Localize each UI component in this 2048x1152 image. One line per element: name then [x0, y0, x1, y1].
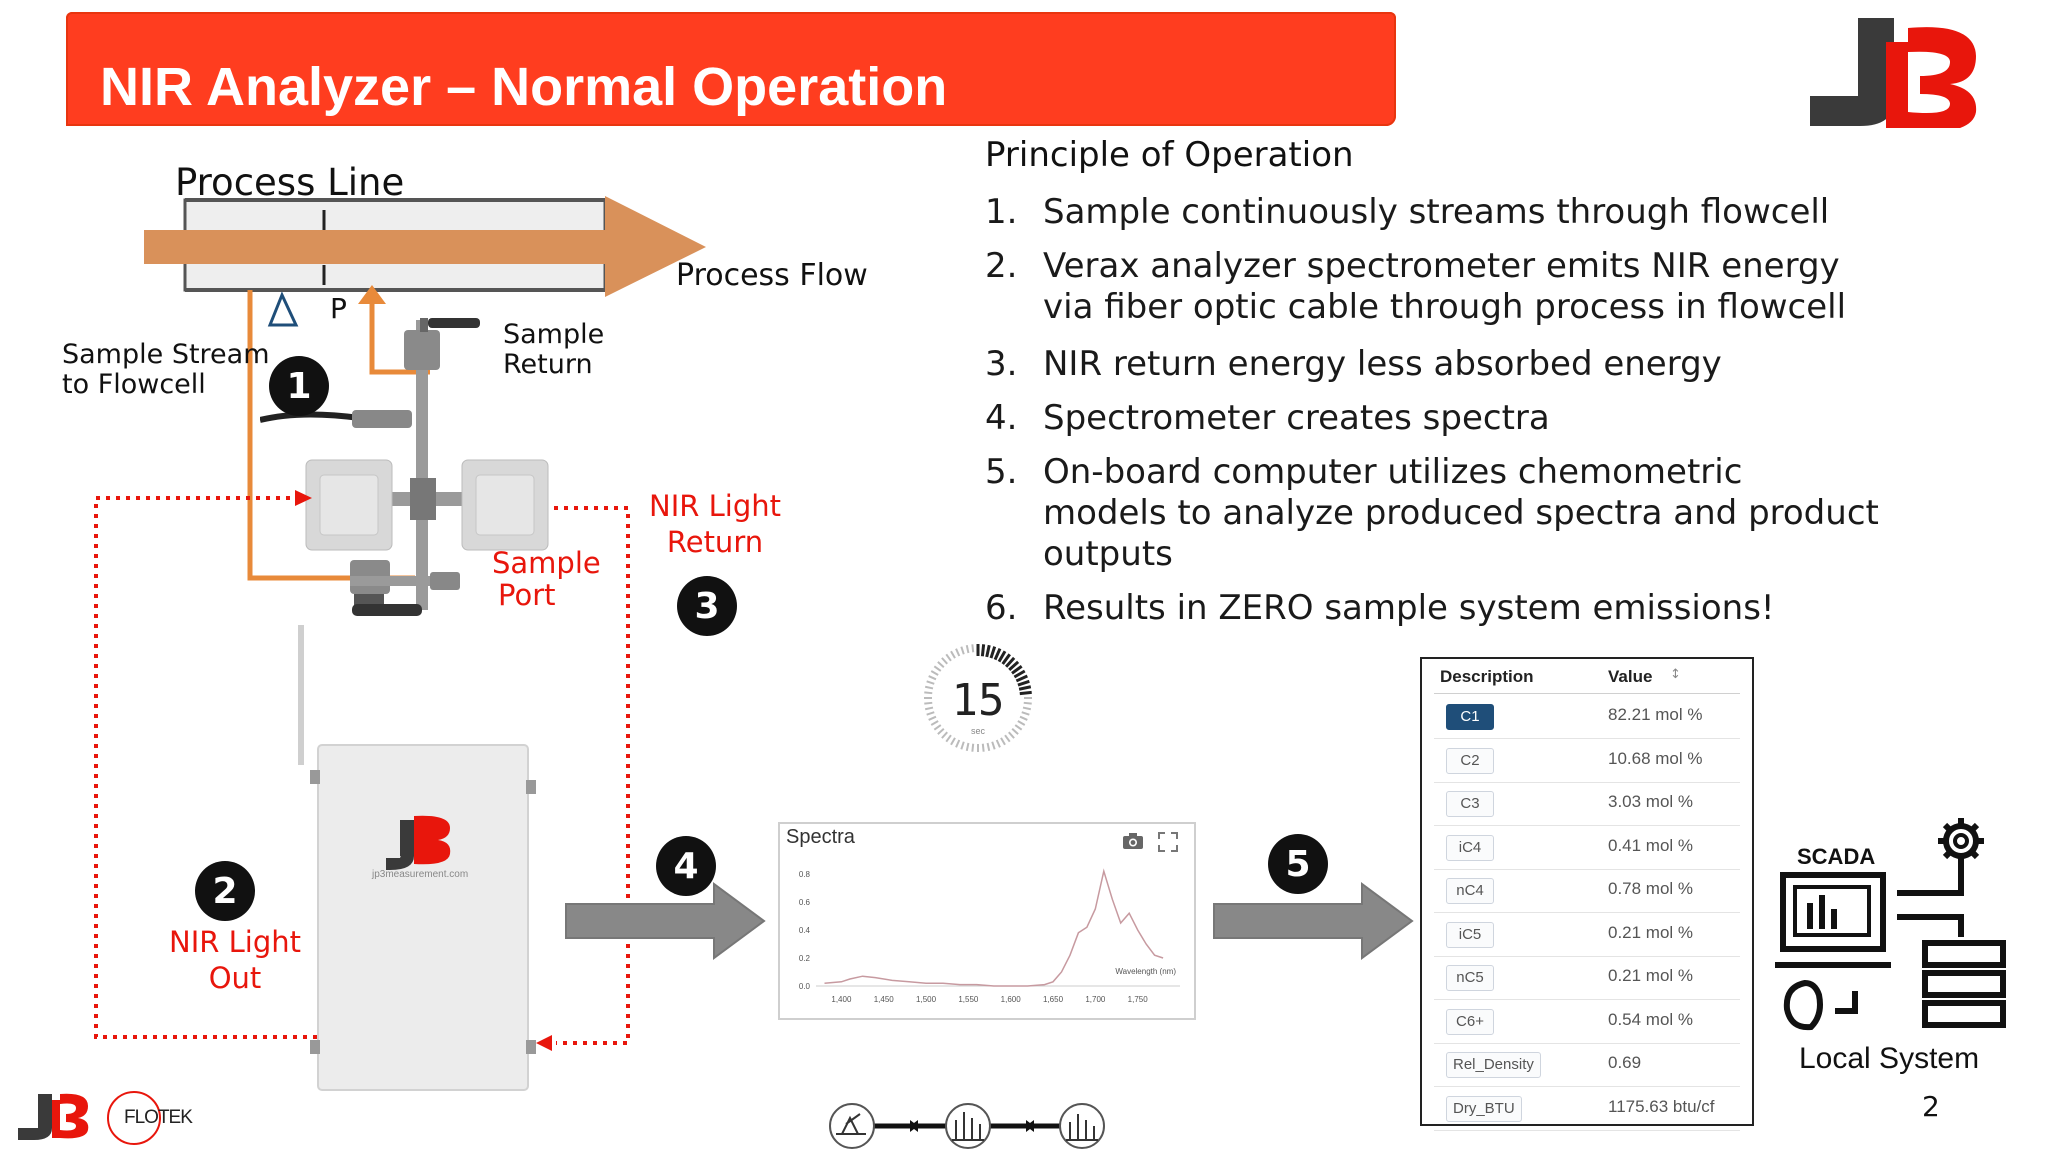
step-text	[1043, 588, 1775, 629]
table-row[interactable]	[1434, 913, 1740, 957]
component-value: 82.21 mol %	[1608, 705, 1703, 724]
nir-out-label-2: Out	[208, 961, 262, 995]
timer-tick	[925, 687, 933, 689]
timer-tick	[1020, 692, 1032, 693]
component-chip[interactable]: Dry_BTU	[1446, 1096, 1522, 1122]
step-line: outputs	[1043, 534, 1173, 574]
results-table	[1420, 657, 1754, 1126]
timer-tick	[1012, 729, 1018, 734]
x-tick-label: 1,750	[1127, 995, 1148, 1004]
badge-3: 3	[677, 576, 737, 636]
step-number: 5.	[985, 452, 1018, 492]
component-value: 0.21 mol %	[1608, 966, 1694, 985]
timer-tick	[1009, 732, 1014, 738]
x-tick-label: 1,450	[873, 995, 894, 1004]
component-chip[interactable]: nC4	[1446, 878, 1494, 904]
timer-tick	[1001, 738, 1005, 745]
timer-tick	[992, 742, 994, 750]
scada-system-icon	[1775, 815, 2015, 1045]
gear-icon	[1938, 818, 1984, 864]
badge-1: 1	[269, 356, 329, 416]
timer-tick	[1015, 725, 1021, 730]
arrow-to-spectra	[564, 880, 768, 962]
x-axis-label: Wavelength (nm)	[1115, 967, 1176, 976]
timer-tick	[931, 721, 938, 725]
step-line: Results in ZERO sample system emissions!	[1043, 588, 1775, 628]
component-value: 0.78 mol %	[1608, 879, 1694, 898]
table-row[interactable]	[1434, 739, 1740, 783]
x-tick-label: 1,400	[831, 995, 852, 1004]
timer-tick	[956, 649, 959, 656]
component-value: 0.21 mol %	[1608, 922, 1694, 942]
y-tick-label: 0.8	[798, 870, 810, 879]
sample-return-label-1: Sample	[503, 319, 605, 350]
monitor-icon	[1775, 875, 1891, 965]
timer-tick	[942, 732, 947, 738]
component-chip[interactable]: iC4	[1446, 835, 1494, 861]
page-title: NIR Analyzer – Normal Operation	[100, 57, 948, 117]
camera-icon[interactable]	[1122, 832, 1144, 850]
timer-tick	[983, 744, 984, 752]
timer-tick	[929, 676, 936, 679]
component-chip[interactable]: C3	[1446, 791, 1494, 817]
x-tick-label: 1,650	[1043, 995, 1064, 1004]
badge-5: 5	[1268, 834, 1328, 894]
timer-tick	[961, 742, 963, 750]
timer-tick	[991, 647, 995, 658]
timer-tick	[967, 645, 969, 653]
timer-tick	[1018, 721, 1025, 725]
table-header-value: Value	[1608, 667, 1653, 686]
timer-tick	[1016, 676, 1027, 681]
x-tick-label: 1,600	[1000, 995, 1021, 1004]
spectrum-line	[825, 871, 1164, 986]
step-number: 1.	[985, 192, 1018, 232]
timer-value: 15	[951, 675, 1005, 726]
sample-port-label-1: Sample	[492, 546, 601, 580]
server-stack-icon	[1925, 943, 2003, 1025]
principle-title: Principle of Operation	[985, 135, 1354, 175]
timer-tick	[929, 717, 936, 720]
timer-tick	[934, 666, 940, 671]
step-line: On-board computer utilizes chemometric	[1043, 452, 1743, 492]
sample-stream-label-1: Sample Stream	[62, 339, 270, 370]
timer-tick	[1005, 735, 1010, 741]
scada-label: SCADA	[1797, 844, 1876, 869]
nir-out-label-1: NIR Light	[169, 925, 301, 959]
timer-tick	[946, 654, 951, 660]
timer-tick	[942, 658, 947, 664]
principle-step	[985, 344, 1722, 385]
step-line: NIR return energy less absorbed energy	[1043, 344, 1722, 384]
table-row[interactable]	[1434, 1087, 1740, 1131]
analyzer-enclosure	[290, 620, 560, 1095]
sample-return-label-2: Return	[503, 349, 593, 380]
timer-tick	[961, 647, 963, 655]
j3-logo	[1800, 12, 1986, 128]
component-value: 1175.63 btu/cf	[1608, 1096, 1715, 1116]
timer-tick	[972, 744, 973, 752]
timer-tick	[924, 703, 932, 704]
principle-step	[985, 246, 1846, 328]
flotek-logo-text: FLOTEK	[124, 1107, 192, 1128]
timer-tick	[946, 735, 951, 741]
table-header-description: Description	[1440, 667, 1534, 686]
table-row[interactable]	[1434, 695, 1740, 739]
timer-tick	[982, 644, 983, 656]
badge-4: 4	[656, 836, 716, 896]
step-number: 2.	[985, 246, 1018, 286]
step-text	[1043, 246, 1846, 328]
device-url: jp3measurement.com	[372, 869, 469, 880]
arrow-to-results	[1212, 880, 1416, 962]
nir-return-label-1: NIR Light	[649, 489, 781, 523]
fullscreen-icon[interactable]	[1158, 832, 1178, 852]
y-tick-label: 0.0	[798, 982, 810, 991]
timer-tick	[1018, 681, 1029, 685]
principle-step	[985, 398, 1550, 439]
spectra-title: Spectra	[786, 826, 855, 848]
badge-2: 2	[195, 861, 255, 921]
page-number: 2	[1922, 1090, 1940, 1123]
table-row[interactable]	[1434, 869, 1740, 913]
x-tick-label: 1,700	[1085, 995, 1106, 1004]
timer-tick	[1022, 712, 1030, 714]
principle-step	[985, 452, 1879, 575]
delta-p-label: P	[330, 292, 347, 325]
table-row[interactable]	[1434, 782, 1740, 826]
timer-tick	[1019, 687, 1031, 689]
step-text	[1043, 192, 1829, 233]
step-number: 6.	[985, 588, 1018, 628]
component-value: 0.69	[1608, 1053, 1642, 1072]
local-system-label: Local System	[1799, 1042, 1980, 1075]
step-line: Spectrometer creates spectra	[1043, 398, 1550, 438]
footer-j3-logo	[14, 1088, 94, 1146]
timer-tick	[938, 729, 944, 734]
sample-stream-label-2: to Flowcell	[62, 369, 206, 400]
step-number: 3.	[985, 344, 1018, 384]
y-tick-label: 0.2	[798, 954, 810, 963]
timer-tick	[927, 681, 935, 683]
timer-unit: sec	[970, 726, 986, 736]
x-tick-label: 1,550	[958, 995, 979, 1004]
timer-tick	[1023, 708, 1031, 710]
principle-step	[985, 588, 1775, 629]
timer-tick	[995, 649, 1000, 660]
component-value: 3.03 mol %	[1608, 792, 1694, 811]
timer-tick	[951, 738, 955, 745]
hand-icon	[1787, 983, 1820, 1027]
step-line: Verax analyzer spectrometer emits NIR energy	[1043, 246, 1840, 286]
timer-tick	[927, 712, 935, 714]
x-tick-label: 1,500	[916, 995, 937, 1004]
timer-tick	[934, 725, 940, 730]
component-chip[interactable]: C1	[1446, 704, 1494, 730]
principle-step	[985, 192, 1829, 233]
y-tick-label: 0.4	[798, 926, 810, 935]
timer-tick	[972, 644, 973, 652]
component-chip[interactable]: iC5	[1446, 922, 1494, 948]
timer-tick	[956, 740, 959, 747]
component-chip[interactable]: C2	[1446, 748, 1494, 774]
process-flow-label: Process Flow	[676, 258, 868, 293]
component-value: 0.41 mol %	[1608, 835, 1694, 855]
nir-return-label-2: Return	[666, 525, 764, 559]
pipeline-flow-icons	[826, 1100, 1110, 1152]
timer-tick	[951, 651, 955, 658]
step-text	[1043, 344, 1722, 385]
sample-port-label-2: Port	[498, 578, 556, 612]
timer-tick	[988, 743, 990, 751]
spectra-panel	[778, 822, 1196, 1020]
component-value: 10.68 mol %	[1608, 748, 1703, 768]
component-value: 0.54 mol %	[1608, 1009, 1694, 1029]
timer-tick	[967, 743, 969, 751]
step-line: models to analyze produced spectra and product	[1043, 493, 1879, 533]
timer-tick	[997, 740, 1000, 747]
timer-tick	[987, 645, 989, 657]
table-row[interactable]	[1434, 1043, 1740, 1087]
table-row[interactable]	[1434, 1000, 1740, 1044]
table-row[interactable]	[1434, 826, 1740, 870]
component-chip[interactable]: Rel_Density	[1446, 1052, 1541, 1078]
timer-tick	[925, 708, 933, 710]
sort-icon[interactable]: ↕	[1670, 667, 1681, 682]
process-line-label: Process Line	[175, 161, 405, 204]
y-tick-label: 0.6	[798, 898, 810, 907]
timer-tick	[938, 662, 944, 667]
step-text	[1043, 398, 1550, 439]
step-line: Sample continuously streams through flowcell	[1043, 192, 1830, 232]
step-number: 4.	[985, 398, 1018, 438]
timer-tick	[1020, 717, 1027, 720]
timer-tick	[931, 671, 938, 675]
timer-dial	[920, 640, 1040, 760]
component-chip[interactable]: C6+	[1446, 1009, 1494, 1035]
step-text	[1043, 452, 1879, 575]
step-line: via fiber optic cable through process in flowcell	[1043, 287, 1847, 327]
timer-tick	[1024, 703, 1032, 704]
timer-tick	[924, 692, 932, 693]
spectra-chart	[780, 854, 1190, 1016]
component-chip[interactable]: nC5	[1446, 965, 1494, 991]
table-row[interactable]	[1434, 956, 1740, 1000]
